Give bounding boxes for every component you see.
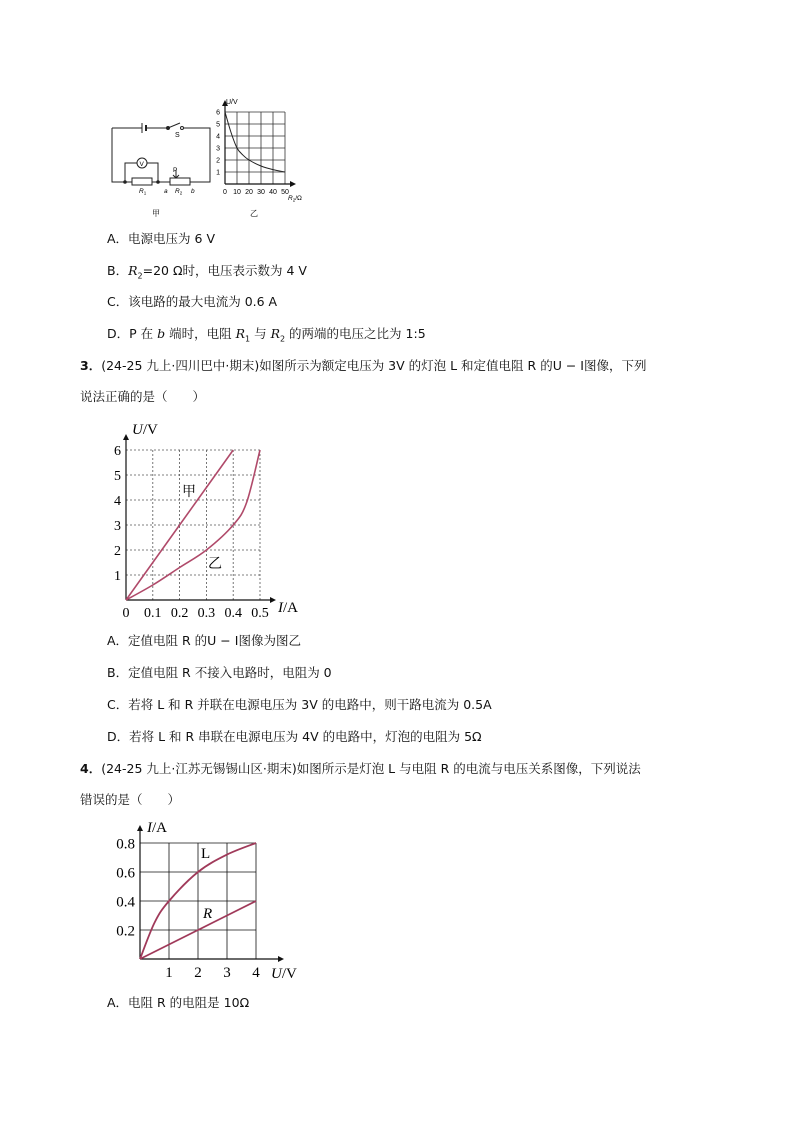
y-tick-label: 0.2 xyxy=(116,923,135,940)
q4-stem-line1: 4．(24-25 九上·江苏无锡锡山区·期末)如图所示是灯泡 L 与电阻 R 的电流与电压关系图像，下列说法 xyxy=(80,761,641,776)
x-axis-arrow xyxy=(270,597,276,603)
switch-label: S xyxy=(175,132,180,139)
q2-figure-svg xyxy=(100,92,325,222)
q3-option-a: A．定值电阻 R 的U − I图像为图乙 xyxy=(107,633,301,648)
series-line-0 xyxy=(225,112,285,172)
q4-ylabel: I/A xyxy=(147,820,167,836)
q3-label-yi: 乙 xyxy=(208,557,222,572)
y-axis-arrow xyxy=(123,434,129,440)
q3-stem-line1: 3．(24-25 九上·四川巴中·期末)如图所示为额定电压为 3V 的灯泡 L 和定值电阻 R 的U − I图像，下列 xyxy=(80,358,647,373)
x-axis-arrow xyxy=(290,181,296,187)
q4-chart xyxy=(105,812,310,987)
r1-label: $R_1$ xyxy=(139,188,147,196)
q2-graph-ylabel: U/V xyxy=(226,99,238,106)
y-tick-label: 3 xyxy=(216,145,220,153)
slider-label: P xyxy=(173,167,178,174)
x-tick-label: 2 xyxy=(194,965,202,981)
q3-ylabel: U/V xyxy=(132,422,158,438)
q3-stem-line2: 说法正确的是（ ） xyxy=(80,389,206,404)
x-tick-label: 0 xyxy=(122,606,130,621)
y-tick-label: 5 xyxy=(114,468,121,484)
y-tick-label: 6 xyxy=(216,109,220,117)
y-tick-label: 0.6 xyxy=(116,865,135,882)
voltmeter-label: V xyxy=(139,161,144,168)
x-tick-label: 0.5 xyxy=(251,606,269,621)
q2-figure xyxy=(100,92,325,222)
q4-stem-line2: 错误的是（ ） xyxy=(80,792,181,807)
q3-chart-svg xyxy=(110,418,310,623)
y-tick-label: 3 xyxy=(114,518,121,534)
q4-label-r: R xyxy=(203,906,213,922)
q2-graph xyxy=(216,100,296,196)
resistor-r1 xyxy=(132,178,152,185)
x-tick-label: 0.1 xyxy=(144,606,162,621)
r2-label: $R_2$ xyxy=(175,188,183,196)
end-b-label: b xyxy=(191,188,195,195)
x-tick-label: 20 xyxy=(245,189,253,196)
x-tick-label: 0.3 xyxy=(197,606,216,621)
q3-option-b: B．定值电阻 R 不接入电路时，电阻为 0 xyxy=(107,665,332,680)
q3-option-d: D．若将 L 和 R 串联在电源电压为 4V 的电路中，灯泡的电阻为 5Ω xyxy=(107,729,482,744)
x-tick-label: 0 xyxy=(223,189,227,196)
circuit-wire-outer xyxy=(112,128,210,182)
y-tick-label: 6 xyxy=(114,443,121,459)
q3-chart xyxy=(110,418,310,623)
switch-pivot xyxy=(167,127,170,130)
y-tick-label: 4 xyxy=(114,493,121,509)
x-tick-label: 0.4 xyxy=(224,606,242,621)
x-tick-label: 10 xyxy=(233,189,241,196)
q4-xlabel: U/V xyxy=(271,966,297,982)
y-tick-label: 5 xyxy=(216,121,220,129)
circuit-diagram xyxy=(112,123,210,185)
y-tick-label: 4 xyxy=(216,133,220,141)
y-tick-label: 2 xyxy=(114,543,121,559)
y-tick-label: 0.8 xyxy=(116,836,135,853)
junction-right xyxy=(157,181,160,184)
q2-option-d: D．P 在 b 端时，电阻 $R_1$ 与 $R_2$ 的两端的电压之比为 1:5 xyxy=(107,326,426,344)
q2-option-c: C．该电路的最大电流为 0.6 A xyxy=(107,294,278,309)
x-tick-label: 3 xyxy=(223,965,231,981)
x-tick-label: 50 xyxy=(281,189,289,196)
end-a-label: a xyxy=(164,188,168,195)
y-tick-label: 1 xyxy=(216,169,220,177)
switch-contact xyxy=(181,127,184,130)
figure-label-jia: 甲 xyxy=(152,209,160,218)
q4-chart-svg xyxy=(105,812,310,987)
y-tick-label: 2 xyxy=(216,157,220,165)
resistor-r2 xyxy=(170,178,190,185)
q3-option-c: C．若将 L 和 R 并联在电源电压为 3V 的电路中，则干路电流为 0.5A xyxy=(107,697,492,712)
q3-xlabel: I/A xyxy=(278,600,298,616)
junction-left xyxy=(124,181,127,184)
x-tick-label: 40 xyxy=(269,189,277,196)
q2-option-b: B．$R_2=20$ Ω时，电压表示数为 4 V xyxy=(107,263,307,281)
y-tick-label: 0.4 xyxy=(116,894,135,911)
x-tick-label: 0.2 xyxy=(170,606,189,621)
q3-label-jia: 甲 xyxy=(182,485,196,500)
x-tick-label: 30 xyxy=(257,189,265,196)
y-axis-arrow xyxy=(137,825,143,831)
x-tick-label: 4 xyxy=(252,965,260,981)
x-tick-label: 1 xyxy=(165,965,173,981)
q4-label-l: L xyxy=(201,846,211,862)
figure-label-yi: 乙 xyxy=(250,209,258,218)
q4-option-a: A．电阻 R 的电阻是 10Ω xyxy=(107,995,250,1010)
q2-option-a: A．电源电压为 6 V xyxy=(107,231,216,246)
x-axis-arrow xyxy=(278,956,284,962)
y-tick-label: 1 xyxy=(114,568,121,584)
q2-graph-xlabel: $R_2/\Omega$ xyxy=(288,195,302,203)
